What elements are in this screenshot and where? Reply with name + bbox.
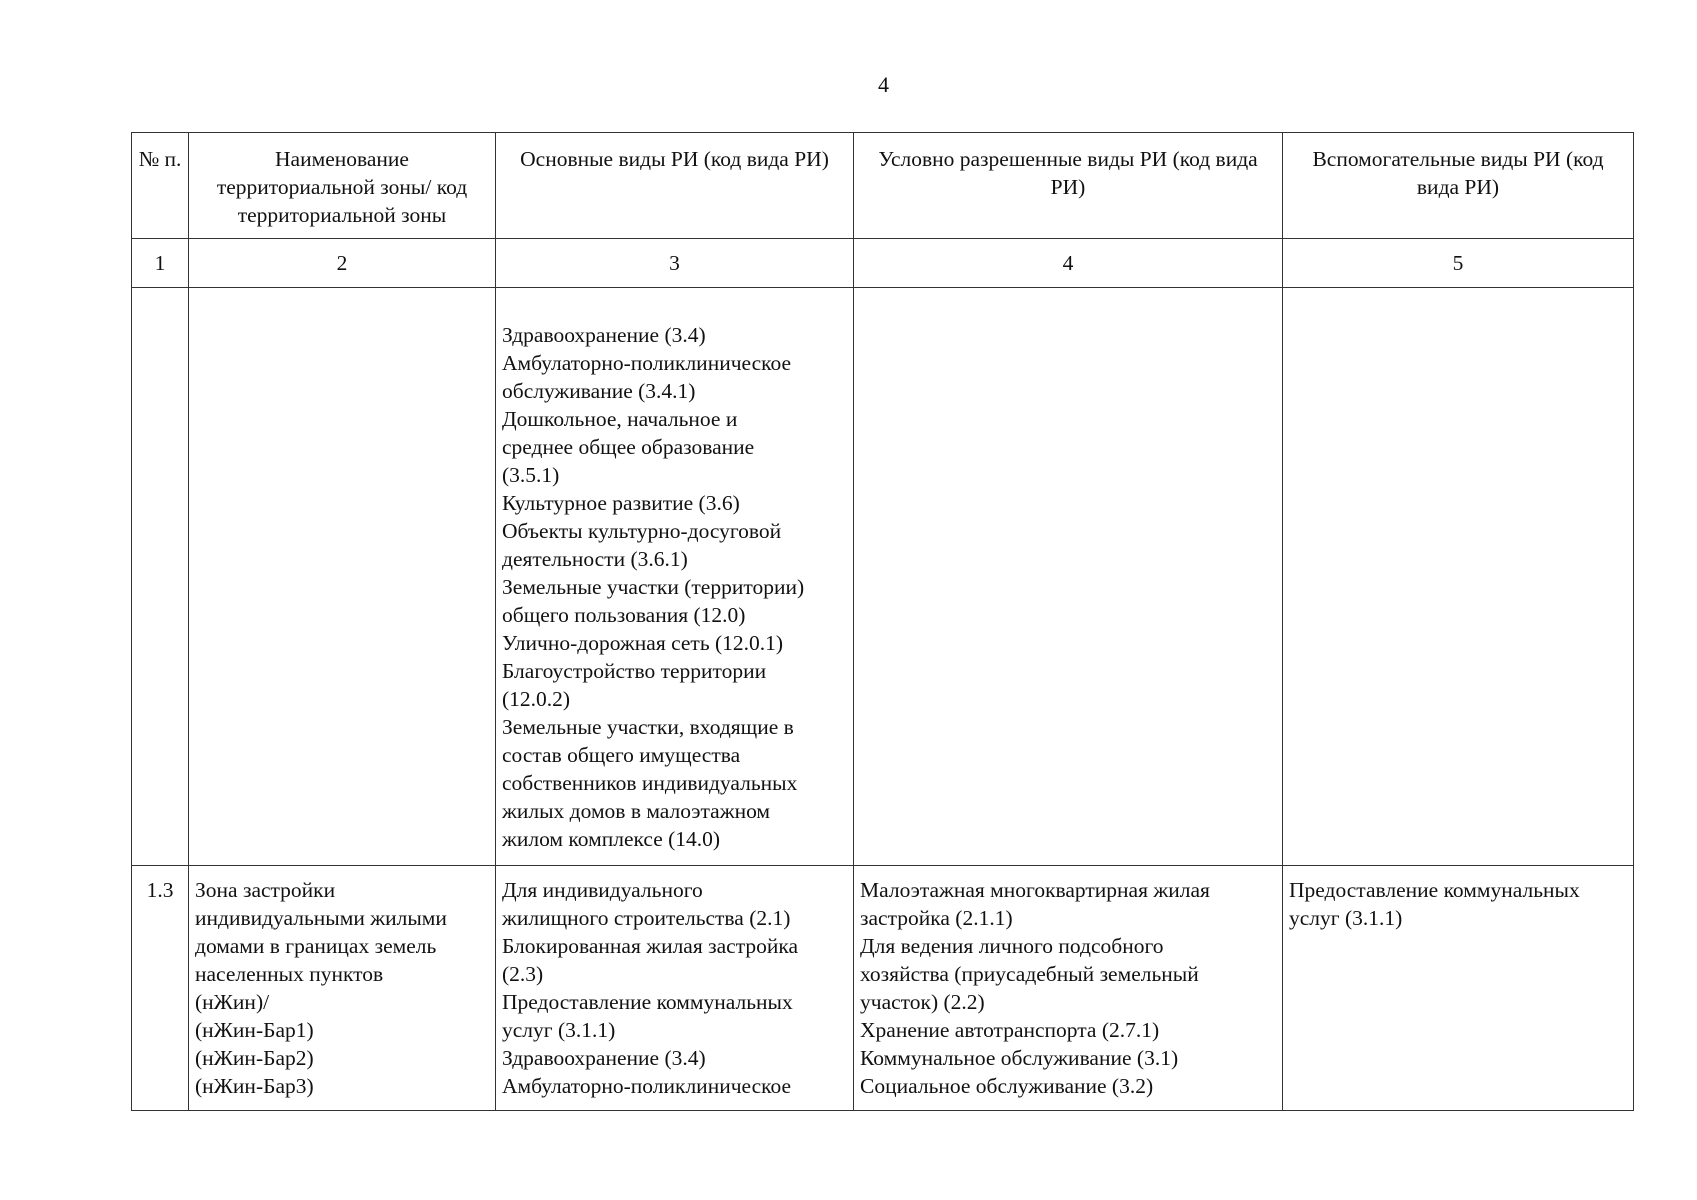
cell-text-line: жилом комплексе (14.0) [502,827,721,851]
cell-text-line: (12.0.2) [502,687,571,711]
header-conditional-uses: Условно разрешенные виды РИ (код вида РИ) [854,133,1283,239]
header-auxiliary-uses: Вспомогательные виды РИ (код вида РИ) [1283,133,1634,239]
cell-text-line: собственников индивидуальных [502,771,798,795]
cell-text-line: общего пользования (12.0) [502,603,746,627]
main-uses-cell [496,866,854,1111]
cell-text-line: Предоставление коммунальных [502,990,793,1014]
column-number: 3 [496,239,854,288]
cell-text-line: хозяйства (приусадебный земельный [860,962,1199,986]
cell-text-line: (нЖин)/ [195,990,270,1014]
cell-text-line: деятельности (3.6.1) [502,547,688,571]
cell-text-line: состав общего имущества [502,743,741,767]
cell-text-line: Для ведения личного подсобного [860,934,1164,958]
header-number: № п. [132,133,189,239]
cell-text-line: Блокированная жилая застройка [502,934,799,958]
cell-text-line: Земельные участки, входящие в [502,715,794,739]
zone-name-cell [189,866,496,1111]
cell-text-line: Амбулаторно-поликлиническое [502,1074,792,1098]
row-number-cell [132,288,189,866]
page-number: 4 [878,72,889,97]
cell-text-line: Объекты культурно-досуговой [502,519,782,543]
cell-text-line: Здравоохранение (3.4) [502,1046,706,1070]
table-row-continued [132,288,1634,866]
zone-name-cell [189,288,496,866]
column-number: 5 [1283,239,1634,288]
cell-text-line: Для индивидуального [502,878,703,902]
cell-text-line: Коммунальное обслуживание (3.1) [860,1046,1179,1070]
cell-text-line: услуг (3.1.1) [502,1018,616,1042]
auxiliary-uses-cell [1283,288,1634,866]
cell-text-line: (нЖин-Бар1) [195,1018,314,1042]
cell-text-line: среднее общее образование [502,435,755,459]
cell-text-line: обслуживание (3.4.1) [502,379,696,403]
cell-text-line: Культурное развитие (3.6) [502,491,740,515]
auxiliary-uses-cell [1283,866,1634,1111]
table-header-row [132,133,1634,239]
cell-text-line: индивидуальными жилыми [195,906,447,930]
cell-text-line: Амбулаторно-поликлиническое [502,351,792,375]
column-number: 4 [854,239,1283,288]
cell-text-line: Улично-дорожная сеть (12.0.1) [502,631,784,655]
cell-text-line: Зона застройки [195,878,336,902]
cell-text-line: участок) (2.2) [860,990,985,1014]
cell-text-line: Дошкольное, начальное и [502,407,738,431]
cell-text-line: домами в границах земель [195,934,437,958]
cell-text-line: Здравоохранение (3.4) [502,323,706,347]
column-number-row [132,239,1634,288]
row-number-cell: 1.3 [132,866,189,1111]
header-zone-name: Наименование территориальной зоны/ код территориальной зоны [189,133,496,239]
column-number: 1 [132,239,189,288]
cell-text-line: услуг (3.1.1) [1289,906,1403,930]
cell-text-line: (2.3) [502,962,544,986]
cell-text-line: жилых домов в малоэтажном [502,799,771,823]
cell-text-line: (3.5.1) [502,463,560,487]
cell-text-line: Благоустройство территории [502,659,767,683]
header-main-uses: Основные виды РИ (код вида РИ) [496,133,854,239]
table-row-zone-1-3 [132,866,1634,1111]
cell-text-line: Малоэтажная многоквартирная жилая [860,878,1210,902]
cell-text-line: жилищного строительства (2.1) [502,906,791,930]
cell-text-line: Социальное обслуживание (3.2) [860,1074,1154,1098]
cell-text-line: Предоставление коммунальных [1289,878,1580,902]
main-uses-cell [496,288,854,866]
zoning-table [131,132,1634,1111]
cell-text-line: (нЖин-Бар2) [195,1046,314,1070]
conditional-uses-cell [854,866,1283,1111]
cell-text-line: застройка (2.1.1) [860,906,1013,930]
cell-text-line: Хранение автотранспорта (2.7.1) [860,1018,1160,1042]
cell-text-line: населенных пунктов [195,962,384,986]
conditional-uses-cell [854,288,1283,866]
cell-text-line: (нЖин-Бар3) [195,1074,314,1098]
cell-text-line: Земельные участки (территории) [502,575,805,599]
column-number: 2 [189,239,496,288]
